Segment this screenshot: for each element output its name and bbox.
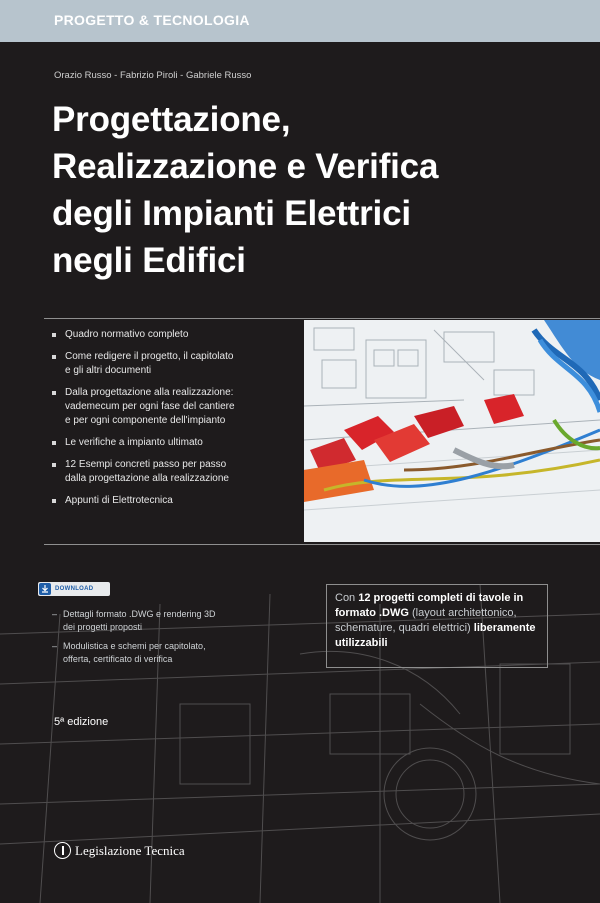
cover-photo-wires-terminals	[304, 320, 600, 542]
feature-item: Le verifiche a impianto ultimato	[52, 436, 292, 450]
edition-label: 5ª edizione	[54, 716, 109, 728]
feature-item: Dalla progettazione alla realizzazione: vademecum per ogni fase del cantiere e per ogni componente dell'impianto	[52, 386, 292, 428]
publisher-name: Legislazione Tecnica	[75, 842, 185, 858]
title-line-2: Realizzazione e Verifica	[52, 147, 439, 186]
book-title	[52, 96, 592, 284]
title-line-3: degli Impianti Elettrici	[52, 194, 411, 233]
download-badge-label: DOWNLOAD	[55, 586, 94, 592]
series-label: PROGETTO & TECNOLOGIA	[54, 12, 250, 28]
feature-list	[52, 328, 292, 516]
feature-item: Quadro normativo completo	[52, 328, 292, 342]
download-icon	[39, 583, 51, 595]
projects-callout-box	[326, 584, 548, 668]
download-badge	[38, 582, 110, 596]
publisher	[54, 842, 185, 859]
callout-text: Con 12 progetti completi di tavole in formato .DWG (layout architettonico, schemature, quadri elettrici) liberamente utilizzabili	[335, 592, 536, 649]
title-line-4: negli Edifici	[52, 241, 246, 280]
publisher-logo-icon	[54, 842, 71, 859]
feature-item: Appunti di Elettrotecnica	[52, 494, 292, 508]
download-extras-list	[52, 608, 282, 672]
feature-item: 12 Esempi concreti passo per passo dalla progettazione alla realizzazione	[52, 458, 292, 486]
title-line-1: Progettazione,	[52, 100, 291, 139]
series-banner	[0, 0, 600, 42]
extras-item: – Modulistica e schemi per capitolato, offerta, certificato di verifica	[52, 640, 282, 666]
extras-item: – Dettagli formato .DWG e rendering 3D dei progetti proposti	[52, 608, 282, 634]
feature-item: Come redigere il progetto, il capitolato e gli altri documenti	[52, 350, 292, 378]
divider-top	[44, 318, 600, 319]
authors: Orazio Russo - Fabrizio Piroli - Gabriele Russo	[54, 70, 252, 81]
